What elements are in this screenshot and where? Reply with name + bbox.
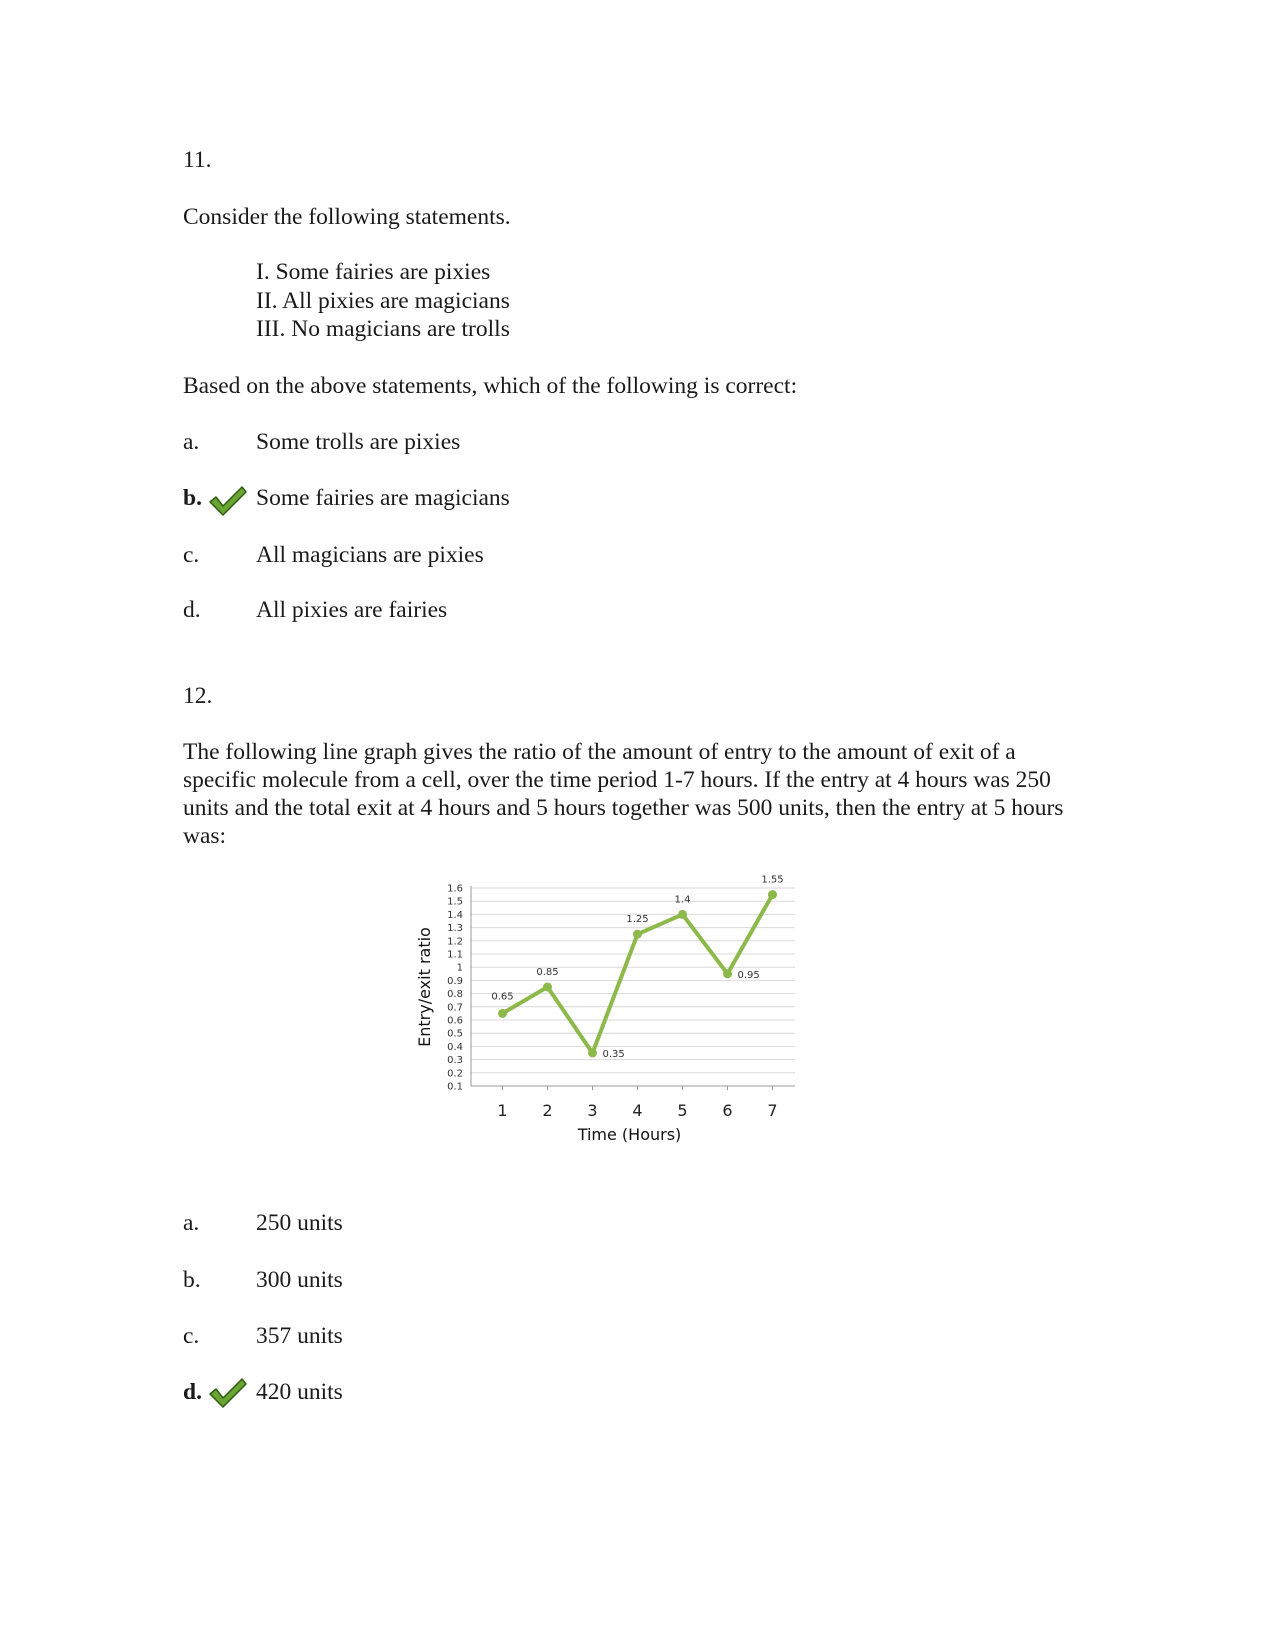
- data-label: 1.4: [674, 894, 691, 906]
- data-point: [633, 930, 642, 939]
- statements-list: [256, 258, 510, 344]
- data-label: 0.35: [602, 1049, 625, 1060]
- line-chart: [415, 874, 840, 1180]
- q12-option-a-text: 250 units: [256, 1210, 343, 1236]
- x-tick-label: 3: [587, 1101, 598, 1120]
- q12-option-d-letter: d.: [183, 1379, 202, 1405]
- q12-option-a-letter: a.: [183, 1210, 200, 1236]
- x-tick-label: 6: [722, 1101, 733, 1120]
- y-tick-label: 0.6: [447, 1015, 463, 1027]
- x-tick-label: 4: [632, 1101, 643, 1120]
- y-axis-label: Entry/exit ratio: [415, 927, 434, 1047]
- q11-option-b-text: Some fairies are magicians: [256, 485, 510, 511]
- q11-option-c-letter: c.: [183, 542, 200, 568]
- statement-1: I. Some fairies are pixies: [256, 259, 491, 285]
- q11-option-a-text: Some trolls are pixies: [256, 429, 461, 455]
- y-tick-label: 0.4: [447, 1041, 463, 1053]
- q11-option-c-text: All magicians are pixies: [256, 542, 484, 568]
- data-point: [678, 910, 687, 919]
- y-tick-label: 0.5: [447, 1028, 463, 1040]
- data-point: [723, 969, 732, 978]
- y-tick-label: 0.9: [447, 975, 463, 987]
- data-label: 0.65: [491, 991, 514, 1003]
- y-tick-label: 0.2: [447, 1068, 463, 1080]
- question-11-number: 11.: [183, 147, 212, 173]
- y-tick-label: 1.5: [447, 896, 463, 908]
- q11-option-b-letter: b.: [183, 485, 202, 511]
- q12-option-b-text: 300 units: [256, 1267, 343, 1293]
- q11-option-d-letter: d.: [183, 597, 201, 623]
- data-point: [543, 983, 552, 992]
- y-tick-label: 1.6: [447, 883, 463, 895]
- x-axis-label: Time (Hours): [577, 1125, 682, 1144]
- q11-option-d-text: All pixies are fairies: [256, 597, 448, 623]
- y-tick-label: 0.8: [447, 989, 463, 1001]
- question-11-prompt: Consider the following statements.: [183, 204, 511, 230]
- data-label: 1.25: [626, 914, 649, 926]
- y-tick-label: 1: [456, 962, 463, 974]
- y-tick-label: 1.1: [447, 949, 463, 961]
- data-point: [498, 1009, 507, 1018]
- x-tick-label: 5: [677, 1101, 688, 1120]
- y-tick-label: 0.3: [447, 1055, 463, 1067]
- data-label: 0.85: [536, 967, 559, 978]
- q12-option-b-letter: b.: [183, 1267, 201, 1293]
- data-point: [588, 1049, 597, 1058]
- q12-option-c-letter: c.: [183, 1323, 200, 1349]
- y-tick-label: 1.4: [447, 909, 463, 921]
- checkmark-icon: [208, 484, 248, 518]
- x-tick-label: 7: [767, 1101, 778, 1120]
- statement-3: III. No magicians are trolls: [256, 316, 510, 342]
- data-label: 0.95: [737, 969, 760, 981]
- y-tick-label: 0.1: [447, 1081, 463, 1093]
- y-tick-label: 1.3: [447, 923, 463, 935]
- q12-option-c-text: 357 units: [256, 1323, 343, 1349]
- question-12-prompt: The following line graph gives the ratio of the amount of entry to the amount of exit of a specific molecule from a cell, over the time period 1-7 hours. If the entry at 4 hours was 250 units and the total exit at 4 hours and 5 hours together was 500 units, then the entry at 5 hours was:: [183, 739, 1064, 849]
- data-point: [768, 890, 777, 899]
- checkmark-icon: [208, 1376, 248, 1410]
- q12-option-d-text: 420 units: [256, 1379, 343, 1405]
- question-11-question: Based on the above statements, which of the following is correct:: [183, 373, 798, 399]
- q11-option-a-letter: a.: [183, 429, 200, 455]
- x-tick-label: 2: [542, 1101, 553, 1120]
- question-12-number: 12.: [183, 683, 213, 709]
- statement-2: II. All pixies are magicians: [256, 287, 510, 314]
- x-tick-label: 1: [497, 1101, 508, 1120]
- data-label: 1.55: [761, 874, 784, 886]
- y-tick-label: 1.2: [447, 936, 463, 948]
- y-tick-label: 0.7: [447, 1002, 463, 1014]
